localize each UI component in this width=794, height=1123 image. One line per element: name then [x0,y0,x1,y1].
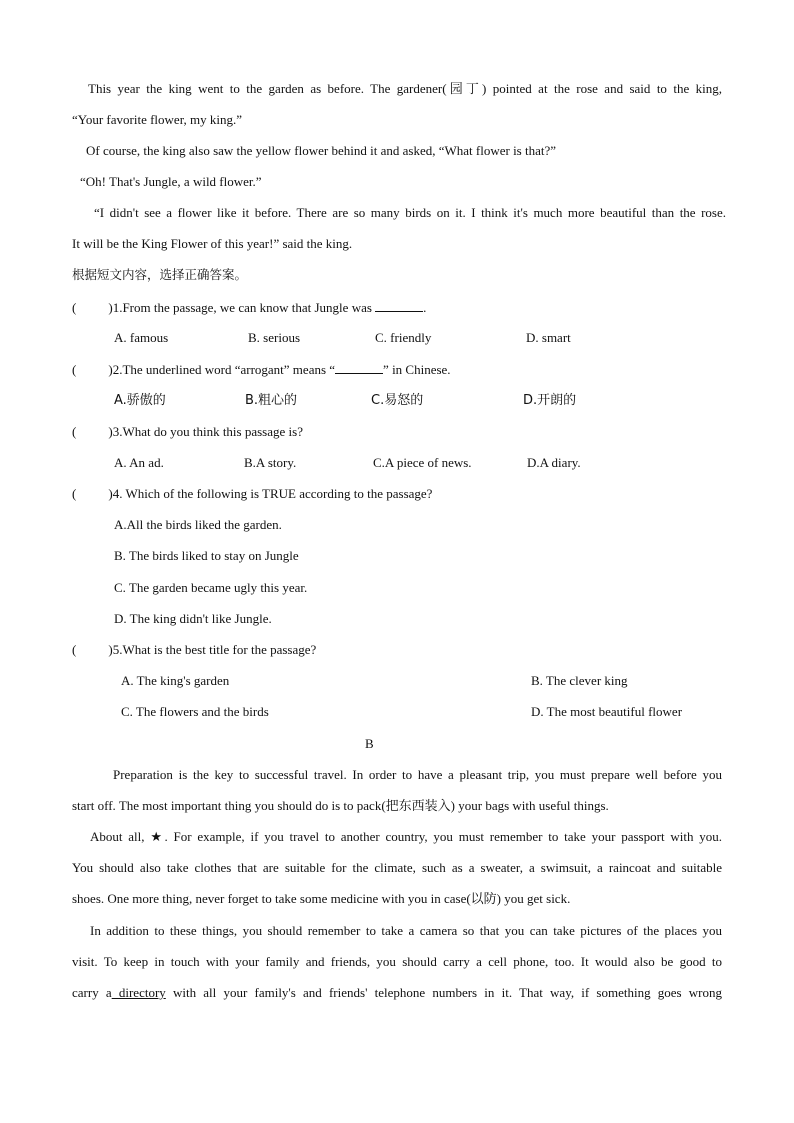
option-d: D. The king didn't like Jungle. [114,611,272,626]
fill-blank [375,299,423,312]
passage-a-line: “I didn't see a flower like it before. There are so many birds on it. I think it's much more beautiful than the rose. [94,205,726,220]
question-stem-end: ” in Chinese. [383,362,451,377]
option-b: B. The clever king [531,673,628,688]
answer-paren-open: ( [72,424,77,439]
passage-b-line: shoes. One more thing, never forget to take some medicine with you in case(以防) you get sick. [72,891,571,906]
option-c: C. The garden became ugly this year. [114,580,308,595]
instruction: 根据短文内容，选择正确答案。 [72,267,248,282]
option-a: A. The king's garden [121,673,230,688]
option-c: C.易怒的 [371,393,424,408]
option-c: C. friendly [375,330,432,345]
answer-paren-close: ) [108,362,113,377]
option-d: D.开朗的 [523,393,577,408]
passage-b-line: Preparation is the key to successful travel. In order to have a pleasant trip, you must prepare well before you [113,767,722,782]
option-d: D.A diary. [527,455,581,470]
passage-b-line: About all, ★. For example, if you travel to another country, you must remember to take your passport with you. [90,829,722,844]
question-stem: 2.The underlined word “arrogant” means “ [112,362,336,377]
answer-paren-close: ) [108,642,113,657]
question-stem: 3.What do you think this passage is? [112,424,303,439]
passage-b-line: start off. The most important thing you should do is to pack(把东西装入) your bags with useful things. [72,798,609,813]
underlined-word: directory [111,985,166,1000]
option-a: A. An ad. [114,455,164,470]
option-b: B. The birds liked to stay on Jungle [114,548,299,563]
passage-a-line: This year the king went to the garden as before. The gardener(园丁) pointed at the rose and said to the king, [88,81,722,96]
passage-b-line: In addition to these things, you should remember to take a camera so that you can take pictures of the places you [90,923,722,938]
fill-blank [335,361,383,374]
option-b: B.A story. [244,455,297,470]
question-stem: 5.What is the best title for the passage? [112,642,317,657]
answer-paren-close: ) [108,424,113,439]
passage-a-line: “Your favorite flower, my king.” [72,112,243,127]
option-d: D. The most beautiful flower [531,704,683,719]
question-5 [72,642,316,658]
answer-paren-open: ( [72,362,77,377]
option-b: B. serious [248,330,300,345]
answer-paren-open: ( [72,486,77,501]
option-a: A.骄傲的 [114,393,166,408]
text-segment: carry a [72,985,112,1000]
option-c: C. The flowers and the birds [121,704,269,719]
section-heading: B [365,736,374,751]
passage-b-line: visit. To keep in touch with your family and friends, you should carry a cell phone, too. It would also be good to [72,954,722,969]
answer-paren-close: ) [108,300,113,315]
question-4 [72,486,432,502]
answer-paren-close: ) [108,486,113,501]
question-stem: 4. Which of the following is TRUE according to the passage? [112,486,433,501]
question-stem: 1.From the passage, we can know that Jungle was [112,300,372,315]
option-d: D. smart [526,330,571,345]
text-segment: with all your family's and friends' telephone numbers in it. That way, if something goes wrong [165,985,723,1000]
option-a: A.All the birds liked the garden. [114,517,282,532]
question-1 [72,299,426,316]
option-c: C.A piece of news. [373,455,472,470]
question-2 [72,361,451,378]
passage-a-line: It will be the King Flower of this year!” said the king. [72,236,353,251]
question-3 [72,424,303,440]
passage-b-line [72,985,722,1001]
answer-paren-open: ( [72,642,77,657]
passage-b-line: You should also take clothes that are suitable for the climate, such as a sweater, a swimsuit, a raincoat and suitable [72,860,722,875]
answer-paren-open: ( [72,300,77,315]
passage-a-line: “Oh! That's Jungle, a wild flower.” [80,174,262,189]
option-a: A. famous [114,330,169,345]
passage-a-line: Of course, the king also saw the yellow flower behind it and asked, “What flower is that?” [86,143,557,158]
question-stem-end: . [423,300,427,315]
option-b: B.粗心的 [245,393,298,408]
